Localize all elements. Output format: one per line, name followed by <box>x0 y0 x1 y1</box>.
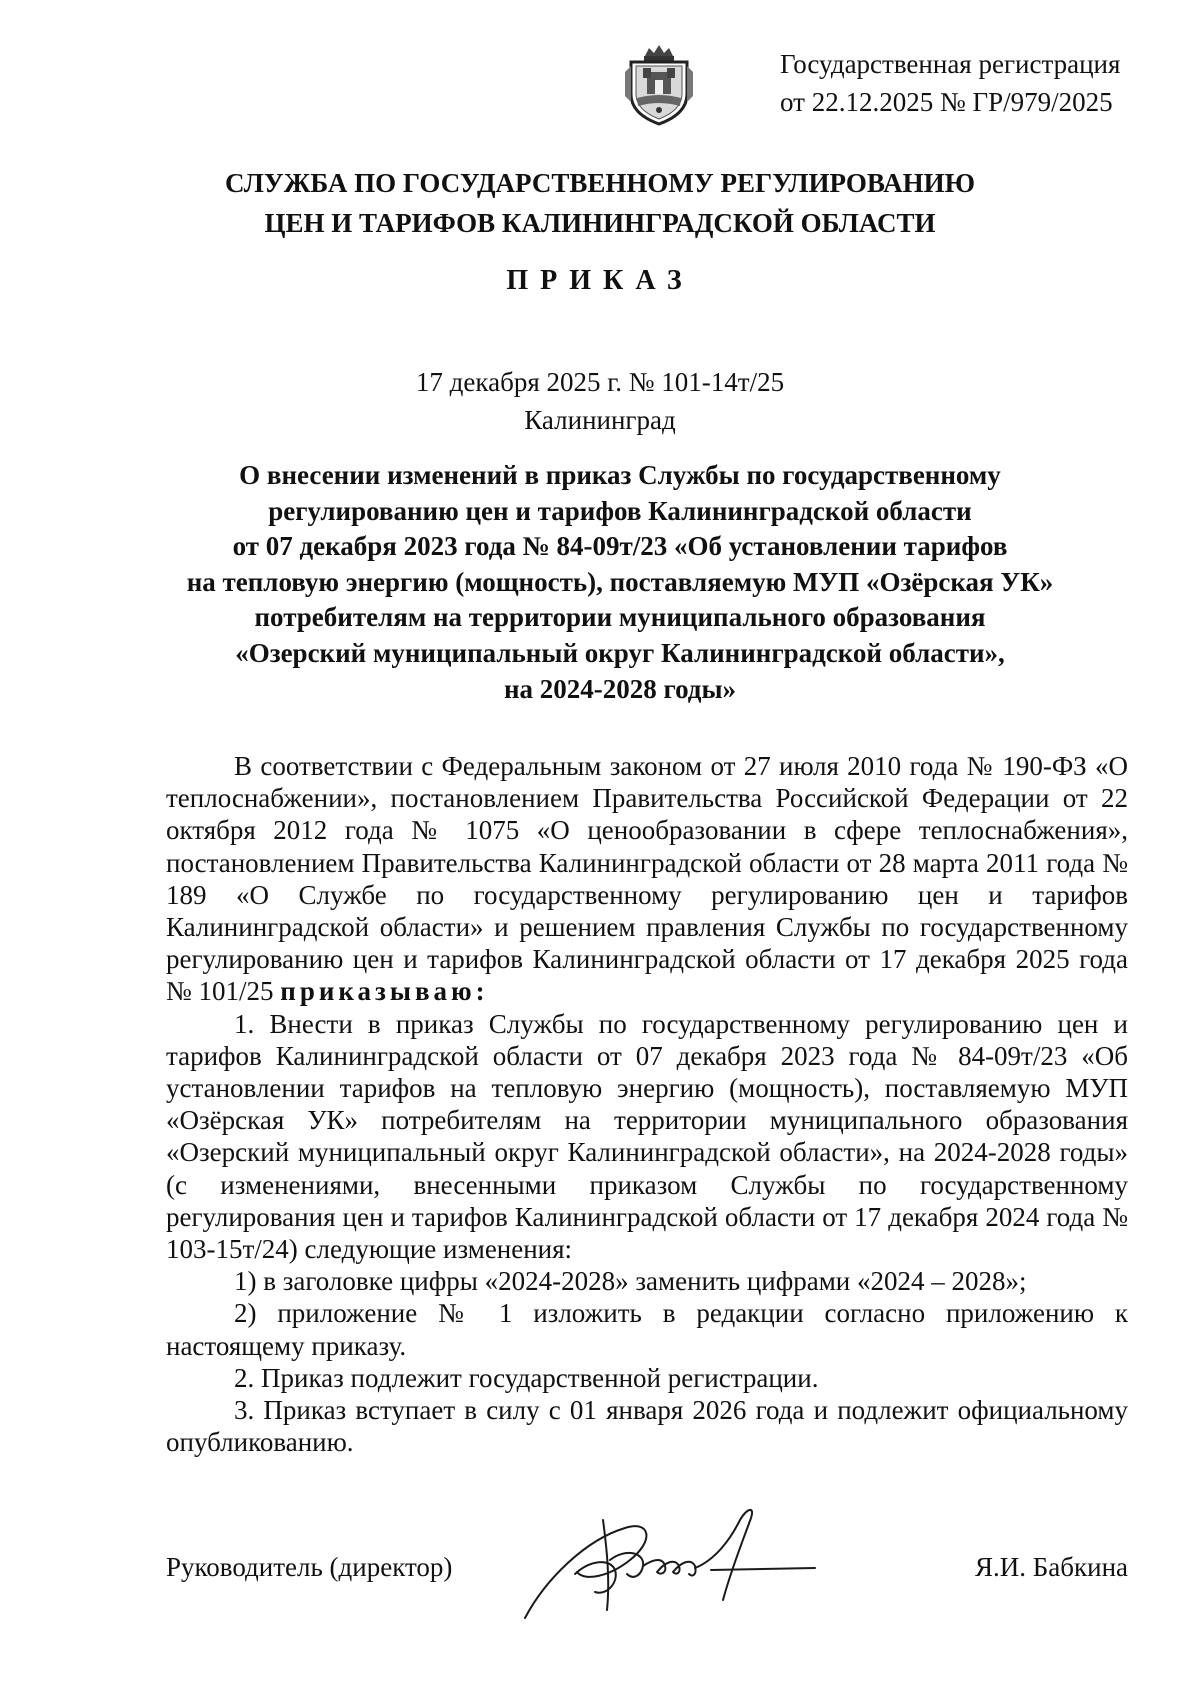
registration-line-2: от 22.12.2025 № ГР/979/2025 <box>780 87 1113 117</box>
order-subject <box>160 458 1080 707</box>
preamble-paragraph <box>166 750 1128 1008</box>
item-1-2: 2) приложение № 1 изложить в редакции согласно приложению к настоящему приказу. <box>166 1298 1128 1361</box>
signature-block <box>166 1552 1128 1592</box>
subject-line: от 07 декабря 2023 года № 84-09т/23 «Об установлении тарифов <box>232 531 1008 562</box>
subject-line: О внесении изменений в приказ Службы по государственному <box>239 460 1001 490</box>
order-date-number: 17 декабря 2025 г. № 101-14т/25 <box>415 367 785 397</box>
coat-of-arms-icon <box>623 42 695 126</box>
subject-line: регулированию цен и тарифов Калининградской области <box>268 495 972 526</box>
subject-line: на 2024-2028 годы» <box>503 673 737 704</box>
agency-line-1: СЛУЖБА ПО ГОСУДАРСТВЕННОМУ РЕГУЛИРОВАНИЮ <box>224 168 976 198</box>
subject-line: на тепловую энергию (мощность), поставляемую МУП «Озёрская УК» <box>186 566 1054 597</box>
preamble-text: В соответствии с Федеральным законом от 27 июля 2010 года № 190-ФЗ «О теплоснабжении», постановлением Правительства Российской Федерации от 22 октября 2012 года № 1075 «О ценообразовании в сфере теплоснабжения», постановлением Правительства Калининградской области от 28 марта 2011 года № 189 «О Службе по государственному регулированию цен и тарифов Калининградской области» и решением правления Службы по государственному регулированию цен и тарифов Калининградской области от 17 декабря 2025 года № 101/25 <box>166 751 1128 1007</box>
agency-line-2: ЦЕН И ТАРИФОВ КАЛИНИНГРАДСКОЙ ОБЛАСТИ <box>264 208 936 238</box>
signer-name: Я.И. Бабкина <box>975 1552 1128 1582</box>
item-3: 3. Приказ вступает в силу с 01 января 2026 года и подлежит официальному опубликованию. <box>166 1395 1128 1458</box>
date-and-number <box>150 363 1050 439</box>
subject-line: «Озерский муниципальный округ Калининградской области», <box>235 637 1005 668</box>
item-1-1: 1) в заголовке цифры «2024-2028» заменить цифрами «2024 – 2028»; <box>234 1266 1027 1297</box>
order-word: приказываю: <box>280 976 489 1007</box>
registration-line-1: Государственная регистрация <box>780 49 1121 79</box>
item-1: 1. Внести в приказ Службы по государственному регулированию цен и тарифов Калининградской области от 07 декабря 2023 года № 84-09т/23 «Об установлении тарифов на тепловую энергию (мощность), поставляемую МУП «Озёрская УК» потребителям на территории муниципального образования «Озерский муниципальный округ Калининградской области», на 2024-2028 годы» (с изменениями, внесенными приказом Службы по государственному регулирования цен и тарифов Калининградской области от 17 декабря 2024 года № 103-15т/24) следующие изменения: <box>166 1008 1128 1265</box>
document-type: ПРИКАЗ <box>506 265 694 296</box>
agency-name <box>150 163 1050 243</box>
order-city: Калининград <box>524 405 676 435</box>
subject-line: потребителям на территории муниципального образования <box>254 602 986 633</box>
registration-stamp <box>780 45 1160 121</box>
signer-position: Руководитель (директор) <box>166 1552 453 1582</box>
item-2: 2. Приказ подлежит государственной регистрации. <box>234 1362 819 1393</box>
order-body <box>166 750 1128 1458</box>
